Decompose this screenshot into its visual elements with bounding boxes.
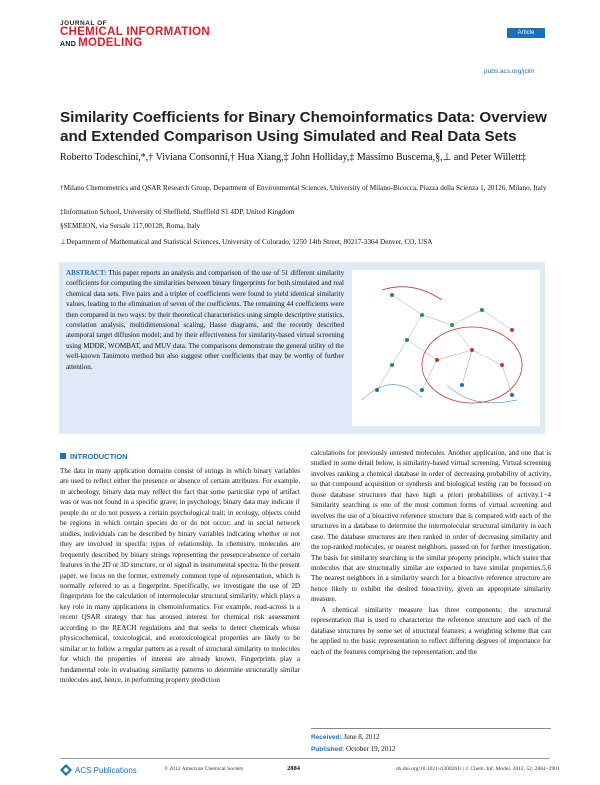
publisher-name: ACS Publications xyxy=(75,765,137,775)
network-diagram-icon xyxy=(352,270,540,426)
journal-line2: CHEMICAL INFORMATION xyxy=(60,26,210,38)
affiliation-3: §SEMEION, via Sersale 117,00128, Roma, Italy xyxy=(60,222,201,230)
abstract-text xyxy=(66,268,344,372)
paragraph: A chemical similarity measure has three components: the structural representation that is used to characterize the reference structure and each of the database structures by some set of structural features; a weighting scheme that can be applied to the basic representation to reflect differing degrees of importance for each of the features comprising the representation; and the xyxy=(311,605,551,656)
footer-divider xyxy=(60,758,550,759)
author-list: Roberto Todeschini,*,† Viviana Consonni,† Hua Xiang,‡ John Holliday,‡ Massimo Buscema,§,⊥ and Peter Willett‡ xyxy=(60,152,527,163)
copyright-notice: © 2012 American Chemical Society xyxy=(164,766,244,772)
article-type-badge: Article xyxy=(507,28,545,38)
body-left-column xyxy=(60,466,300,686)
section-heading-text: INTRODUCTION xyxy=(70,452,128,461)
doi-citation[interactable]: dx.doi.org/10.1021/ci300261r | J. Chem. Inf. Model. 2012, 52, 2884−2901 xyxy=(396,766,560,772)
publisher-logo xyxy=(60,764,137,776)
toc-graphic xyxy=(352,270,540,426)
published-label: Published: xyxy=(311,745,345,753)
affiliation-2: ‡Information School, University of Sheffield, Sheffield S1 4DP, United Kingdom xyxy=(60,208,295,216)
journal-modeling: MODELING xyxy=(78,37,143,49)
journal-logo xyxy=(60,20,210,50)
received-date: June 8, 2012 xyxy=(343,733,380,741)
acs-logo-icon xyxy=(60,764,72,776)
dates-divider xyxy=(311,728,551,729)
section-heading xyxy=(60,452,128,461)
affiliation-1: †Milano Chemometrics and QSAR Research Group, Department of Environmental Sciences, University of Milano-Bicocca, Piazza della Scienza 1, 20126, Milano, Italy xyxy=(60,184,547,192)
journal-line3 xyxy=(60,38,210,50)
journal-line1: JOURNAL OF xyxy=(60,20,108,27)
body-right-column xyxy=(311,448,551,657)
section-square-icon xyxy=(60,453,66,459)
received-label: Received: xyxy=(311,734,342,741)
publication-dates xyxy=(311,732,395,755)
affiliation-4: ⊥Department of Mathematical and Statistical Sciences, University of Colorado, 1250 14th Street, 80217-3364 Denver, CO, USA xyxy=(60,238,433,246)
journal-url-link[interactable]: pubs.acs.org/jcim xyxy=(484,68,535,75)
page-number: 2884 xyxy=(287,765,300,772)
paragraph: calculations for previously untested molecules. Another application, and one that is studied in some detail below, is similarity-based virtual screening. Virtual screening involves ranking a chemical database in order of decreasing probability of activity, so that compound acquisition or synthesis and biological testing can be focused on those database structures that have high a priori probabilities of activity.1−4 Similarity searching is one of the most common forms of virtual screening and involves the use of a bioactive reference structure that is compared with each of the structures in a database to determine the intermolecular structural similarity in each case. The database structures are then ranked in order of decreasing similarity and the top-ranked molecules, or nearest neighbors, passed on for further investigation. The basis for similarity searching is the similar property principle, which states that molecules that are structurally similar are expected to have similar properties.5,6 The nearest neighbors in a similarity search for a bioactive reference structure are hence likely to exhibit the desired bioactivity, given an appropriate similarity measure. xyxy=(311,449,551,604)
journal-and: AND xyxy=(60,41,77,48)
published-date: October 19, 2012 xyxy=(346,744,396,753)
abstract-label: ABSTRACT: xyxy=(66,269,107,277)
abstract-body: This paper reports an analysis and comparison of the use of 51 different similarity coefficients for computing the similarities between binary fingerprints for both simulated and real chemical data sets. Five pairs and a triplet of coefficients were found to yield identical similarity values, leading to the elimination of seven of the coefficients. The remaining 44 coefficients were then compared in two ways: by their theoretical characteristics using simple descriptive statistics, correlation analysis, multidimensional scaling, Hasse diagrams, and the recently described atemporal target diffusion model; and by their effectiveness for similarity-based virtual screening using MDDR, WOMBAT, and MUV data. The comparisons demonstrate the general utility of the well-known Tanimoto method but also suggest other coefficients that may be worthy of further attention. xyxy=(66,269,344,371)
paper-title: Similarity Coefficients for Binary Chemoinformatics Data: Overview and Extended Comparison Using Simulated and Real Data Sets xyxy=(60,109,547,145)
paragraph: The data in many application domains consist of strings in which binary variables are used to reflect either the presence or absence of certain attributes. For example, in archeology, binary data may reflect the fact that some particular type of artifact was or was not found in a specific grave; in psychology, binary data may indicate if people do or do not possess a certain psychological trait; in ecology, objects could be regions in which certain species do or do not occur; and in social network studies, individuals can be described by binary variables indicating whether or not they are involved in specific types of relationship. In chemistry, molecules are frequently described by binary strings representing the presence/absence of certain features in the 2D or 3D structure, or of signal in instrumental spectra. In the present paper, we focus on the former, extremely common type of representation, which is normally referred to as a fingerprint. Specifically, we investigate the use of 2D fingerprints for the calculation of intermolecular structural similarity, which plays a key role in many applications in chemoinformatics. For example, read-across is a recent QSAR strategy that has aroused interest for chemical risk assessment according to the REACH regulations and that seeks to detect chemicals whose physicochemical, toxicological, and ecotoxicological properties are likely to be similar or to follow a regular pattern as a result of structural similarity to molecules for which the properties of interest are already known. Fingerprints play a fundamental role in evaluating similarity patterns to determine structurally similar molecules and, hence, in performing property prediction xyxy=(60,467,300,685)
